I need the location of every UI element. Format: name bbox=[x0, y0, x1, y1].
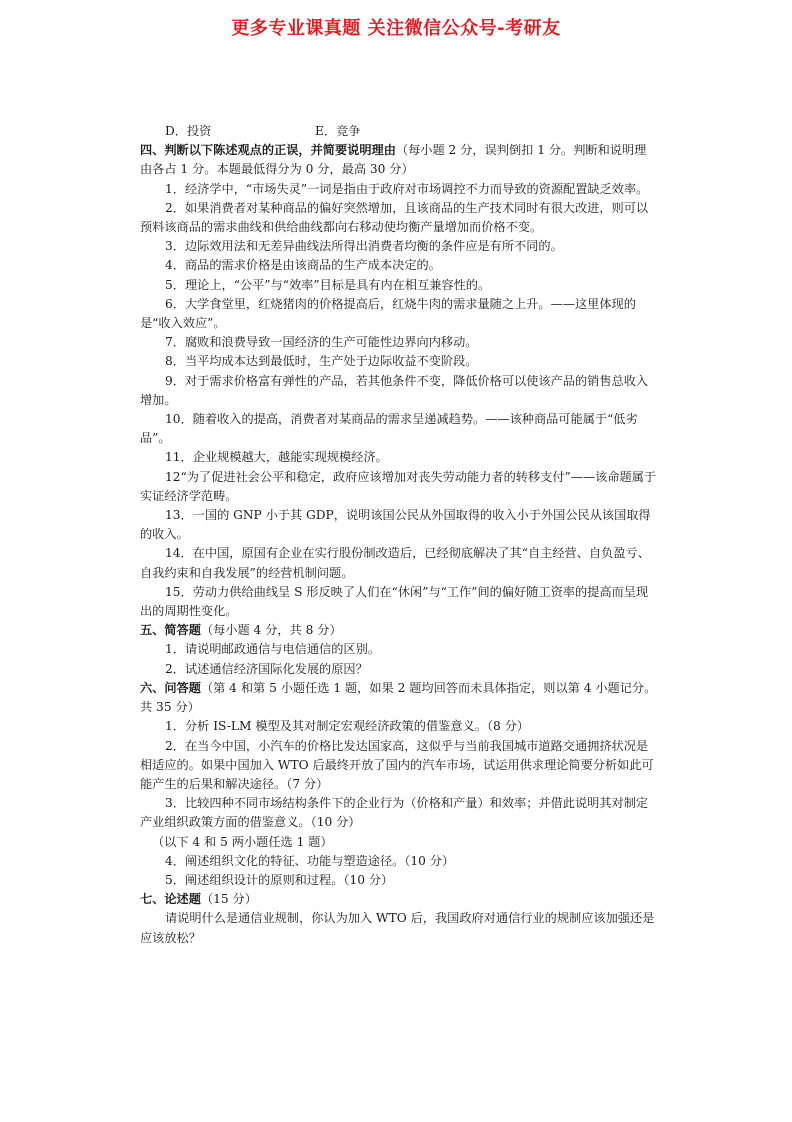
essay-question: 请说明什么是通信业规制，你认为加入 WTO 后，我国政府对通信行业的规制应该加强还是应该放松？ bbox=[140, 911, 655, 945]
section-6-heading bbox=[140, 679, 658, 717]
question-item: 3．边际效用法和无差异曲线法所得出消费者均衡的条件应是有所不同的。 bbox=[165, 239, 563, 254]
question-item: 7．腐败和浪费导致一国经济的生产可能性边界向内移动。 bbox=[165, 335, 478, 350]
section-4-heading bbox=[140, 141, 658, 179]
question-item: 2．在当今中国，小汽车的价格比发达国家高，这似乎与当前我国城市道路交通拥挤状况是相适应的。如果中国加入 WTO 后最终开放了国内的汽车市场，试运用供求理论简要分析如此可能产生的后果和解决途径。（7 分） bbox=[140, 738, 654, 791]
watermark-banner: 更多专业课真题 关注微信公众号-考研友 bbox=[231, 18, 561, 39]
question-item: 1．分析 IS-LM 模型及其对制定宏观经济政策的借鉴意义。（8 分） bbox=[165, 719, 530, 734]
question-item: 4．商品的需求价格是由该商品的生产成本决定的。 bbox=[165, 258, 441, 273]
question-item: 8．当平均成本达到最低时，生产处于边际收益不变阶段。 bbox=[165, 354, 478, 369]
question-item: 13．一国的 GNP 小于其 GDP，说明该国公民从外国取得的收入小于外国公民从该国取得的收入。 bbox=[140, 508, 651, 542]
section-7-note: （15 分） bbox=[200, 892, 257, 907]
question-item: 2．如果消费者对某种商品的偏好突然增加，且该商品的生产技术同时有很大改进，则可以预料该商品的需求曲线和供给曲线都向右移动使均衡产量增加而价格不变。 bbox=[140, 200, 649, 235]
choose-one-note: （以下 4 和 5 两小题任选 1 题） bbox=[152, 834, 333, 849]
question-item: 5．理论上，“公平”与“效率”目标是具有内在相互兼容性的。 bbox=[165, 277, 491, 292]
answer-options bbox=[140, 122, 658, 141]
question-item: 5．阐述组织设计的原则和过程。（10 分） bbox=[165, 872, 394, 887]
exam-content bbox=[140, 122, 658, 948]
question-item: 12“为了促进社会公平和稳定，政府应该增加对丧失劳动能力者的转移支付”——该命题属于实证经济学范畴。 bbox=[140, 469, 657, 503]
question-item: 11．企业规模越大，越能实现规模经济。 bbox=[165, 450, 388, 465]
option-d: D．投资 bbox=[165, 124, 212, 138]
section-4-title: 四、判断以下陈述观点的正误，并简要说明理由 bbox=[140, 143, 396, 158]
question-item: 1．经济学中，“市场失灵”一词是指由于政府对市场调控不力而导致的资源配置缺乏效率。 bbox=[165, 181, 649, 196]
section-5-note: （每小题 4 分，共 8 分） bbox=[200, 623, 342, 638]
question-item: 15．劳动力供给曲线呈 S 形反映了人们在“休闲”与“工作”间的偏好随工资率的提高而呈现出的周期性变化。 bbox=[140, 584, 649, 619]
section-4-note: （每小题 2 分，误判倒扣 1 分。判断和说明理由各占 1 分。本题最低得分为 0 分，最高 30 分） bbox=[140, 143, 647, 177]
option-e: E．竞争 bbox=[315, 124, 361, 138]
section-5-title: 五、简答题 bbox=[140, 623, 201, 638]
question-item: 2．试述通信经济国际化发展的原因？ bbox=[165, 661, 368, 676]
question-item: 3．比较四种不同市场结构条件下的企业行为（价格和产量）和效率；并借此说明其对制定产业组织政策方面的借鉴意义。（10 分） bbox=[140, 796, 649, 830]
question-item: 10．随着收入的提高，消费者对某商品的需求呈递减趋势。——该种商品可能属于“低劣品”。 bbox=[140, 412, 638, 446]
question-item: 9．对于需求价格富有弹性的产品，若其他条件不变，降低价格可以使该产品的销售总收入增加。 bbox=[140, 373, 649, 407]
section-7-heading bbox=[140, 890, 658, 909]
question-item: 1．请说明邮政通信与电信通信的区别。 bbox=[165, 642, 380, 657]
question-item: 6．大学食堂里，红烧猪肉的价格提高后，红烧牛肉的需求量随之上升。——这里体现的是“收入效应”。 bbox=[140, 296, 636, 331]
section-6-title: 六、问答题 bbox=[140, 680, 201, 695]
section-7-title: 七、论述题 bbox=[140, 892, 201, 907]
question-item: 14．在中国，原国有企业在实行股份制改造后，已经彻底解决了其“自主经营、自负盈亏、自我约束和自我发展”的经营机制问题。 bbox=[140, 546, 650, 580]
section-5-heading bbox=[140, 621, 658, 640]
section-6-note: （第 4 和第 5 小题任选 1 题，如果 2 题均回答而未具体指定，则以第 4 小题记分。共 35 分） bbox=[140, 680, 657, 715]
question-item: 4．阐述组织文化的特征、功能与塑造途径。（10 分） bbox=[165, 853, 455, 868]
